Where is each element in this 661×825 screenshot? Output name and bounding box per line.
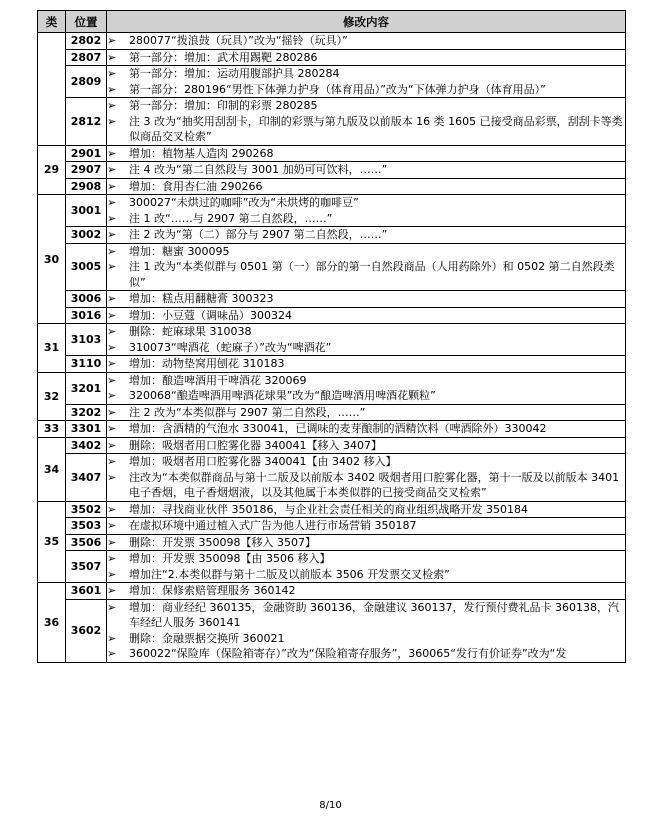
change-line [107,227,625,243]
arrow-bullet-icon: ➢ [107,647,117,660]
arrow-bullet-icon: ➢ [107,163,117,176]
table-row [38,98,626,146]
change-text: 注 2 改为“本类似群与 2907 第二自然段，……” [129,405,366,419]
position-cell: 2907 [66,162,107,179]
position-cell: 3507 [66,551,107,583]
change-cell [107,66,626,98]
table-row [38,291,626,308]
change-cell [107,599,626,662]
change-text: 增加：糖蜜 300095 [129,244,230,258]
change-text: 删除：开发票 350098【移入 3507】 [129,535,316,549]
arrow-bullet-icon: ➢ [107,308,117,322]
class-cell: 30 [38,195,66,324]
change-cell [107,372,626,404]
change-line [107,291,625,307]
change-cell [107,307,626,324]
change-line [107,388,625,404]
change-cell [107,583,626,600]
change-text: 第一部分：增加：印制的彩票 280285 [129,99,318,112]
change-text: 第一部分：增加：武术用踢靶 280286 [129,50,318,64]
change-cell [107,195,626,227]
change-line [107,438,625,454]
position-cell: 3602 [66,599,107,662]
change-cell [107,49,626,66]
change-line [107,179,625,195]
arrow-bullet-icon: ➢ [107,244,117,258]
change-text: 注 4 改为“第二自然段与 3001 加奶可可饮料，……” [129,163,388,176]
arrow-bullet-icon: ➢ [107,114,117,128]
change-text: 增加：食用杏仁油 290266 [129,179,263,193]
table-row [38,162,626,179]
position-cell: 2901 [66,145,107,162]
change-line [107,421,625,437]
position-cell: 3006 [66,291,107,308]
change-cell [107,437,626,454]
change-text: 删除：蛇麻球果 310038 [129,325,252,338]
class-cell [38,33,66,146]
arrow-bullet-icon: ➢ [107,535,117,549]
table-row [38,551,626,583]
change-text: 注改为“本类似群商品与第十二版及以前版本 3402 吸烟者用口腔雾化器，第十一版及以前版本 3401 电子香烟，电子香烟烟液，以及其他属于本类似群的已接受商品交叉检索” [129,470,620,499]
change-text: 增加：酿造啤酒用干啤酒花 320069 [129,373,307,387]
change-text: 增加：寻找商业伙伴 350186，与企业社会责任相关的商业组织战略开发 350184 [129,502,528,516]
change-line [107,356,625,372]
position-cell: 3005 [66,243,107,291]
change-line [107,646,625,662]
change-text: 注 1 改“……与 2907 第二自然段，……” [129,211,333,225]
change-text: 增加：植物基人造肉 290268 [129,146,274,160]
change-text: 删除：吸烟者用口腔雾化器 340041【移入 3407】 [129,438,382,452]
change-text: 注 1 改为“本类似群与 0501 第（一）部分的第一自然段商品（人用药除外）和 0502 第二自然段类似” [129,260,615,289]
table-row [38,324,626,356]
change-cell [107,551,626,583]
change-cell [107,178,626,195]
header-position: 位置 [66,11,107,33]
change-cell [107,518,626,535]
arrow-bullet-icon: ➢ [107,373,117,387]
arrow-bullet-icon: ➢ [107,455,117,468]
table-row [38,66,626,98]
change-line [107,567,625,583]
change-cell [107,243,626,291]
position-cell: 3201 [66,372,107,404]
table-row [38,243,626,291]
change-cell [107,145,626,162]
arrow-bullet-icon: ➢ [107,502,117,516]
table-row [38,178,626,195]
change-line [107,551,625,567]
change-text: 增加：商业经纪 360135，金融资助 360136，金融建议 360137，发行预付费礼品卡 360138，汽车经纪人服务 360141 [129,600,619,629]
change-line [107,324,625,340]
change-line [107,195,625,211]
position-cell: 2812 [66,98,107,146]
position-cell: 3001 [66,195,107,227]
table-row [38,437,626,454]
position-cell: 3407 [66,454,107,502]
table-header-row [38,11,626,33]
change-cell [107,454,626,502]
change-text: 第一部分：280196“男性下体弹力护身（体育用品）”改为“下体弹力护身（体育用品）” [129,82,546,96]
change-line [107,454,625,470]
position-cell: 2809 [66,66,107,98]
change-line [107,98,625,114]
arrow-bullet-icon: ➢ [107,50,117,64]
position-cell: 3503 [66,518,107,535]
revision-table [37,10,626,663]
table-row [38,145,626,162]
change-line [107,114,625,145]
change-line [107,583,625,599]
change-cell [107,501,626,518]
table-row [38,356,626,373]
header-change: 修改内容 [107,11,626,33]
change-line [107,66,625,82]
change-cell [107,162,626,179]
arrow-bullet-icon: ➢ [107,196,117,209]
class-cell: 33 [38,421,66,438]
change-text: 360022“保险库（保险箱寄存）”改为“保险箱寄存服务”，360065“发行有价证券”改为“发 [129,647,567,660]
position-cell: 3502 [66,501,107,518]
change-cell [107,421,626,438]
change-line [107,162,625,178]
change-line [107,82,625,98]
change-text: 增加：糕点用翻糖膏 300323 [129,292,274,305]
change-cell [107,33,626,50]
table-row [38,599,626,662]
arrow-bullet-icon: ➢ [107,422,117,435]
change-line [107,470,625,501]
table-row [38,372,626,404]
change-line [107,502,625,518]
arrow-bullet-icon: ➢ [107,211,117,225]
change-text: 在虚拟环境中通过植入式广告为他人进行市场营销 350187 [129,519,417,532]
change-text: 增加：小豆蔻（调味品）300324 [129,308,292,322]
class-cell: 34 [38,437,66,501]
table-row [38,534,626,551]
class-cell: 35 [38,501,66,583]
change-cell [107,291,626,308]
change-line [107,405,625,421]
table-row [38,501,626,518]
change-line [107,259,625,290]
position-cell: 2908 [66,178,107,195]
arrow-bullet-icon: ➢ [107,260,117,273]
change-line [107,340,625,356]
change-text: 增加：含酒精的气泡水 330041，已调味的麦芽酿制的酒精饮料（啤酒除外）330042 [129,422,547,435]
change-line [107,518,625,534]
arrow-bullet-icon: ➢ [107,99,117,112]
arrow-bullet-icon: ➢ [107,631,117,645]
class-cell: 32 [38,372,66,421]
arrow-bullet-icon: ➢ [107,405,117,419]
arrow-bullet-icon: ➢ [107,82,117,96]
header-class: 类 [38,11,66,33]
position-cell: 3016 [66,307,107,324]
change-line [107,146,625,162]
arrow-bullet-icon: ➢ [107,34,117,47]
change-text: 第一部分：增加：运动用腹部护具 280284 [129,67,340,80]
arrow-bullet-icon: ➢ [107,389,117,402]
change-text: 280077“拨浪鼓（玩具）”改为“摇铃（玩具）” [129,34,348,47]
position-cell: 3110 [66,356,107,373]
page-number: 8/10 [319,800,342,811]
table-row [38,583,626,600]
position-cell: 2802 [66,33,107,50]
arrow-bullet-icon: ➢ [107,179,117,193]
position-cell: 3202 [66,404,107,421]
class-cell: 31 [38,324,66,373]
arrow-bullet-icon: ➢ [107,438,117,452]
arrow-bullet-icon: ➢ [107,567,117,581]
table-row [38,518,626,535]
arrow-bullet-icon: ➢ [107,228,117,241]
change-cell [107,356,626,373]
change-cell [107,98,626,146]
arrow-bullet-icon: ➢ [107,584,117,597]
change-text: 增加：动物垫窝用刨花 310183 [129,357,285,370]
arrow-bullet-icon: ➢ [107,600,117,614]
change-text: 增加：保修索赔管理服务 360142 [129,584,296,597]
change-text: 删除：金融票据交换所 360021 [129,631,285,645]
change-line [107,600,625,631]
change-text: 增加：开发票 350098【由 3506 移入】 [129,552,331,565]
change-line [107,244,625,260]
arrow-bullet-icon: ➢ [107,357,117,370]
change-cell [107,534,626,551]
change-text: 增加：吸烟者用口腔雾化器 340041【由 3402 移入】 [129,455,397,468]
position-cell: 2807 [66,49,107,66]
class-cell: 29 [38,145,66,195]
arrow-bullet-icon: ➢ [107,325,117,338]
table-row [38,195,626,227]
arrow-bullet-icon: ➢ [107,67,117,80]
table-row [38,404,626,421]
table-row [38,454,626,502]
table-row [38,421,626,438]
change-cell [107,324,626,356]
change-text: 增加注“2.本类似群与第十二版及以前版本 3506 开发票交叉检索” [129,567,450,581]
change-line [107,50,625,66]
change-line [107,631,625,647]
table-row [38,307,626,324]
change-cell [107,227,626,244]
position-cell: 3301 [66,421,107,438]
change-text: 注 2 改为“第（二）部分与 2907 第二自然段，……” [129,228,388,241]
change-line [107,535,625,551]
change-text: 300027“未烘过的咖啡”改为“未烘烤的咖啡豆” [129,196,359,209]
change-line [107,373,625,389]
arrow-bullet-icon: ➢ [107,292,117,305]
arrow-bullet-icon: ➢ [107,470,117,484]
position-cell: 3601 [66,583,107,600]
position-cell: 3002 [66,227,107,244]
change-line [107,211,625,227]
table-row [38,49,626,66]
change-text: 320068“酿造啤酒用啤酒花球果”改为“酿造啤酒用啤酒花颗粒” [129,389,436,402]
change-cell [107,404,626,421]
arrow-bullet-icon: ➢ [107,146,117,160]
class-cell: 36 [38,583,66,663]
arrow-bullet-icon: ➢ [107,552,117,565]
change-text: 310073“啤酒花（蛇麻子）”改为“啤酒花” [129,340,332,354]
change-line [107,33,625,49]
position-cell: 3506 [66,534,107,551]
position-cell: 3103 [66,324,107,356]
arrow-bullet-icon: ➢ [107,340,117,354]
position-cell: 3402 [66,437,107,454]
arrow-bullet-icon: ➢ [107,519,117,532]
table-row [38,33,626,50]
table-row [38,227,626,244]
change-text: 注 3 改为“抽奖用刮刮卡，印制的彩票与第九版及以前版本 16 类 1605 已接受商品彩票，刮刮卡等类似商品交叉检索” [129,114,623,143]
change-line [107,308,625,324]
